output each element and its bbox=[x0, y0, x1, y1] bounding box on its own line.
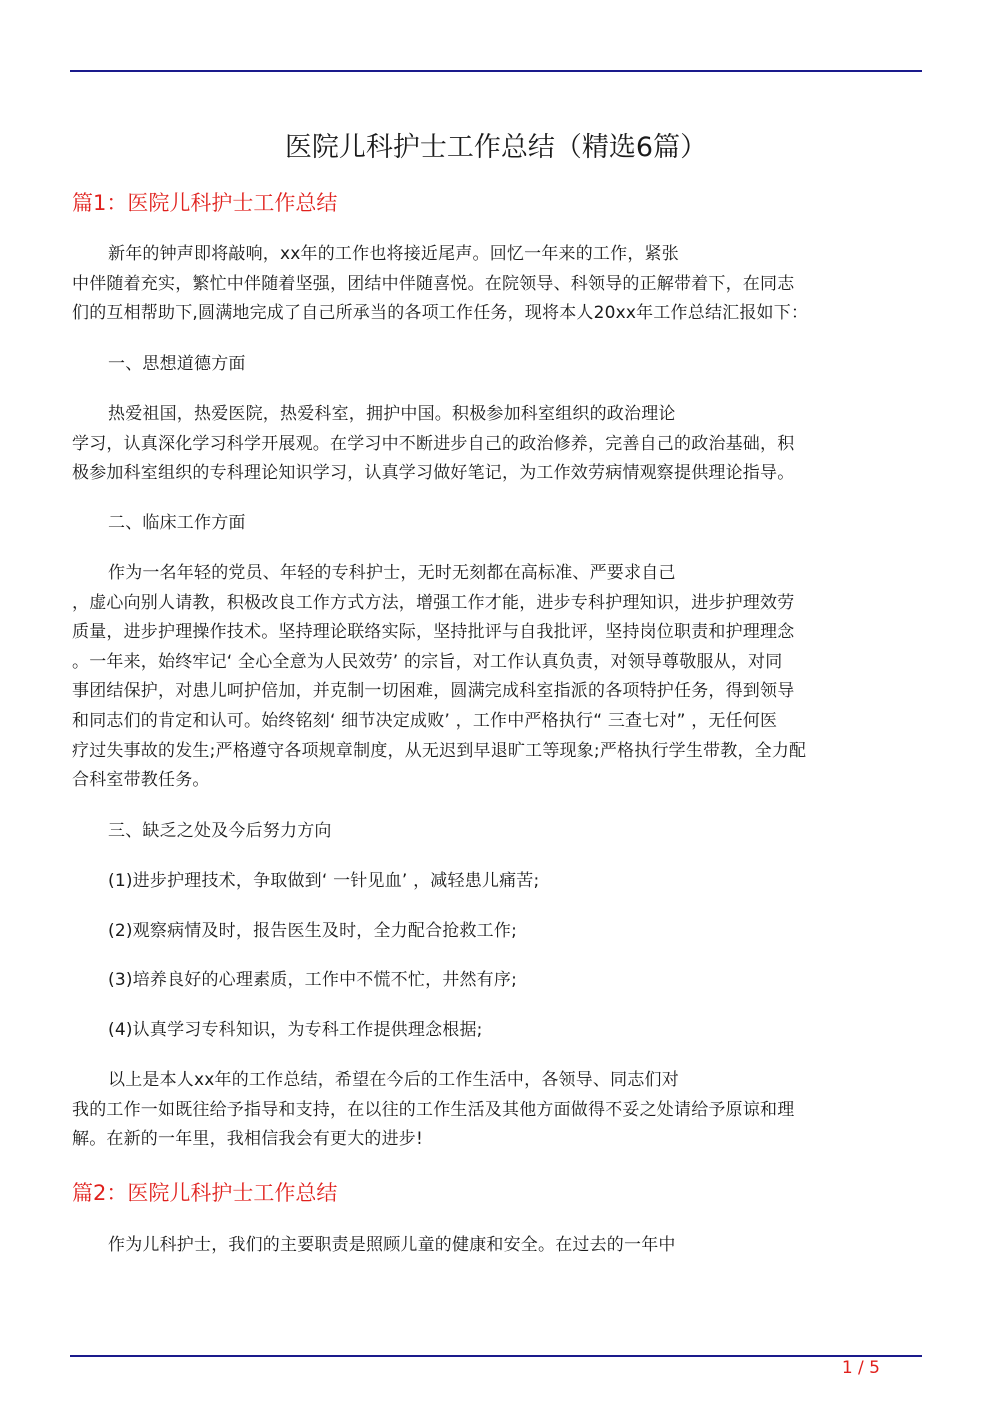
paragraph-clinical bbox=[72, 559, 922, 796]
list-item-3 bbox=[72, 966, 922, 996]
list-item-1 bbox=[72, 867, 922, 897]
text-line: 们的互相帮助下,圆满地完成了自己所承当的各项工作任务，现将本人20xx年工作总结汇报如下： bbox=[72, 303, 809, 324]
text-line: 学习，认真深化学习科学开展观。在学习中不断进步自己的政治修养，完善自己的政治基础，积 bbox=[72, 433, 795, 454]
text-line: 三、缺乏之处及今后努力方向 bbox=[108, 821, 332, 841]
header-rule bbox=[70, 70, 922, 72]
text-line: 热爱祖国，热爱医院，热爱科室，拥护中国。积极参加科室组织的政治理论 bbox=[108, 404, 676, 424]
text-line: (2)观察病情及时，报告医生及时，全力配合抢救工作; bbox=[108, 921, 518, 941]
text-line: 。一年来，始终牢记‘ 全心全意为人民效劳’ 的宗旨，对工作认真负责，对领导尊敬服从，对同 bbox=[72, 651, 783, 672]
text-line: (4)认真学习专科知识，为专科工作提供理念根据; bbox=[108, 1020, 483, 1040]
text-line: 疗过失事故的发生;严格遵守各项规章制度，从无迟到早退旷工等现象;严格执行学生带教，全力配 bbox=[72, 740, 807, 761]
text-line: 和同志们的肯定和认可。始终铭刻‘ 细节决定成败’ ，工作中严格执行“ 三查七对” ，无任何医 bbox=[72, 710, 778, 731]
text-line: ，虚心向别人请教，积极改良工作方式方法，增强工作才能，进步专科护理知识，进步护理效劳 bbox=[72, 592, 795, 613]
list-item-4 bbox=[72, 1016, 922, 1046]
text-line: 一、思想道德方面 bbox=[108, 354, 246, 374]
section-heading-2: 篇2：医院儿科护士工作总结 bbox=[72, 1181, 338, 1205]
page-number: 1 / 5 bbox=[841, 1358, 880, 1378]
footer-rule bbox=[70, 1355, 922, 1357]
text-line: 极参加科室组织的专科理论知识学习，认真学习做好笔记，为工作效劳病情观察提供理论指导。 bbox=[72, 463, 795, 484]
text-line: 质量，进步护理操作技术。坚持理论联络实际，坚持批评与自我批评，坚持岗位职责和护理理念 bbox=[72, 622, 795, 643]
paragraph-section2-intro bbox=[72, 1231, 922, 1261]
document-title: 医院儿科护士工作总结（精选6篇） bbox=[284, 132, 708, 163]
paragraph-intro bbox=[72, 240, 922, 329]
text-line: 新年的钟声即将敲响，xx年的工作也将接近尾声。回忆一年来的工作，紧张 bbox=[108, 244, 679, 264]
text-line: 作为一名年轻的党员、年轻的专科护士，无时无刻都在高标准、严要求自己 bbox=[108, 563, 676, 583]
subheading-improvement bbox=[72, 817, 922, 847]
paragraph-ideology bbox=[72, 400, 922, 489]
text-line: 作为儿科护士，我们的主要职责是照顾儿童的健康和安全。在过去的一年中 bbox=[108, 1235, 676, 1255]
paragraph-conclusion bbox=[72, 1066, 922, 1155]
text-line: (1)进步护理技术，争取做到‘ 一针见血’ ，减轻患儿痛苦; bbox=[108, 871, 540, 891]
text-line: 事团结保护，对患儿呵护倍加，并克制一切困难，圆满完成科室指派的各项特护任务，得到领导 bbox=[72, 681, 795, 702]
subheading-clinical bbox=[72, 509, 922, 539]
list-item-2 bbox=[72, 917, 922, 947]
text-line: 解。在新的一年里，我相信我会有更大的进步! bbox=[72, 1129, 424, 1150]
text-line: (3)培养良好的心理素质，工作中不慌不忙，井然有序; bbox=[108, 970, 518, 990]
text-line: 中伴随着充实，繁忙中伴随着坚强，团结中伴随喜悦。在院领导、科领导的正解带着下，在同志 bbox=[72, 273, 795, 294]
section-heading-1: 篇1：医院儿科护士工作总结 bbox=[72, 191, 338, 215]
text-line: 合科室带教任务。 bbox=[72, 770, 210, 791]
text-line: 以上是本人xx年的工作总结，希望在今后的工作生活中，各领导、同志们对 bbox=[108, 1070, 679, 1090]
subheading-ideology bbox=[72, 350, 922, 380]
text-line: 二、临床工作方面 bbox=[108, 513, 246, 533]
text-line: 我的工作一如既往给予指导和支持，在以往的工作生活及其他方面做得不妥之处请给予原谅和理 bbox=[72, 1099, 795, 1120]
